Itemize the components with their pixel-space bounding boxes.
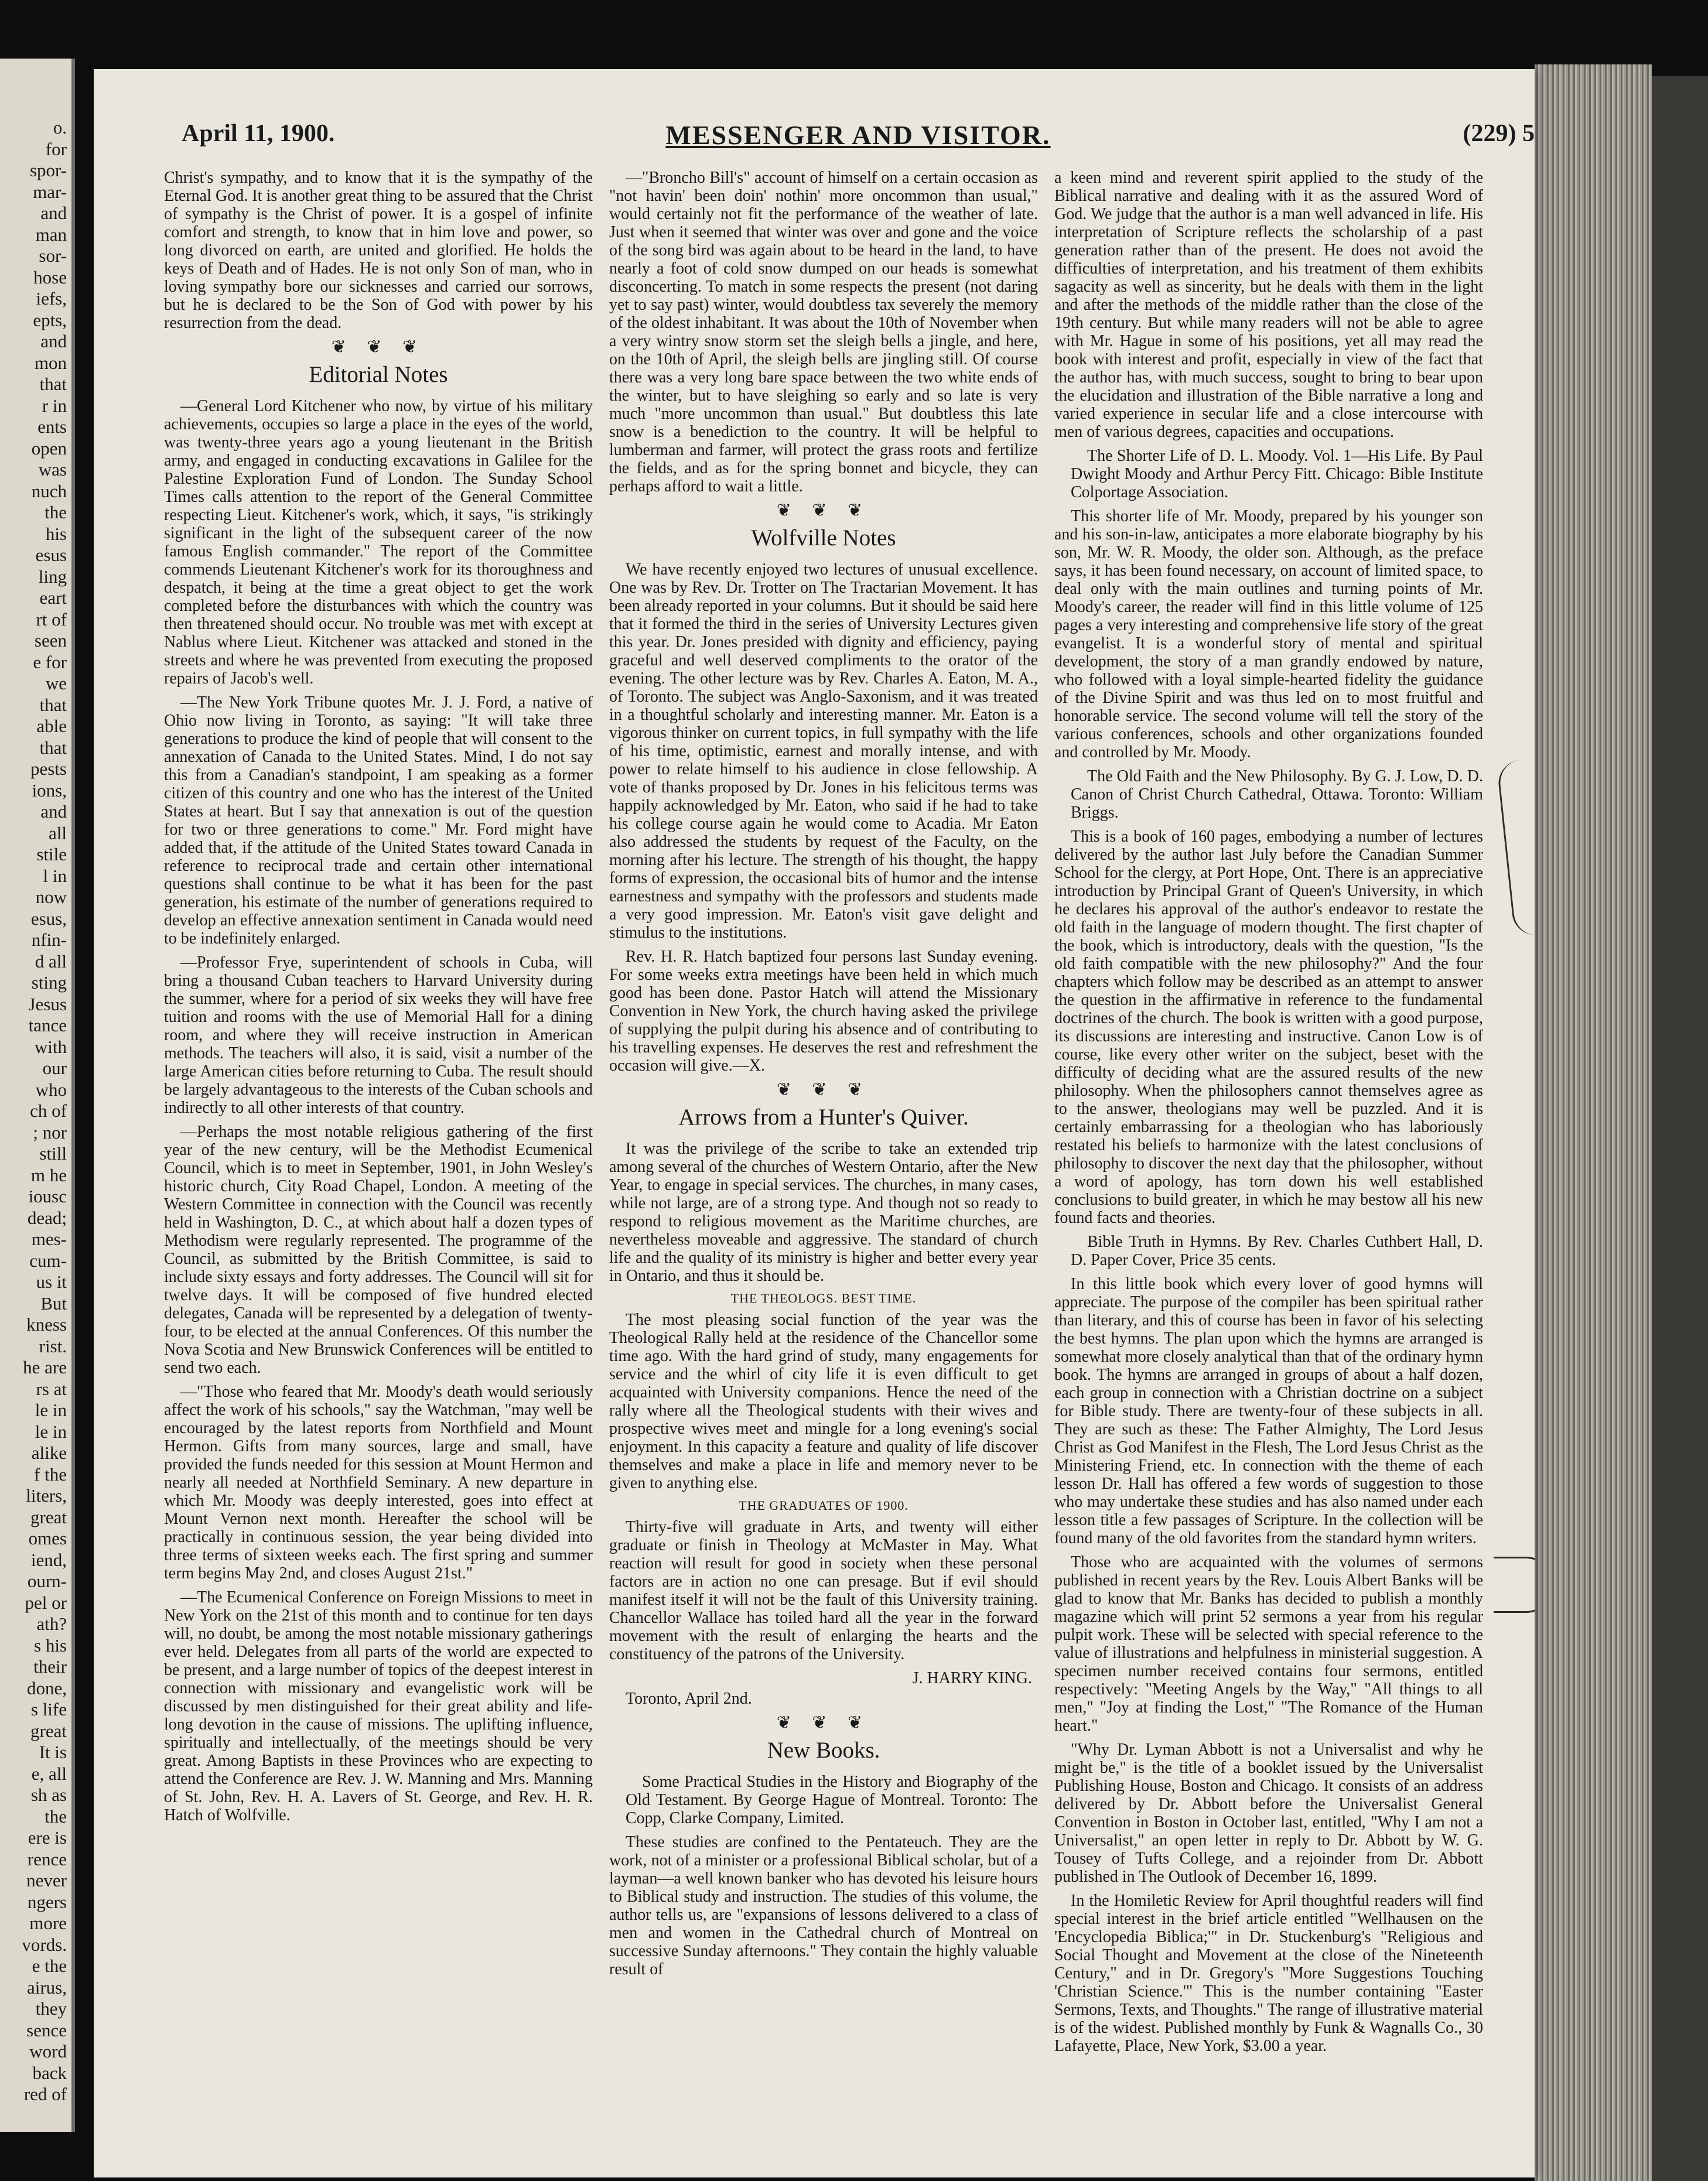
previous-page-text: their [33,1656,67,1677]
arrows-theologs: The most pleasing social function of the year was the Theological Rally held at the residence of the Chancellor some time ago. With the hard grind of study, many engagements for service and the whirl of city life it is even difficult to get acquainted with University companions. Hence the need of the rally where all the Theological students with their wives and prospective wives meet and mingle for a long evening's social enjoyment. In this capacity a feature and quality of life discover themselves and make a place in life and memory never to be given to anything else. [609,1311,1038,1492]
book-title-low: The Old Faith and the New Philosophy. By G. J. Low, D. D. Canon of Christ Church Cathedral, Ottawa. Toronto: William Briggs. [1071,767,1483,822]
previous-page-text: s his [34,1635,67,1656]
column-3 [1054,169,1483,2061]
previous-page-text: rt of [36,609,67,630]
previous-page-text: mes- [31,1229,67,1249]
previous-page-text: esus [35,545,67,565]
arrows-intro: It was the privilege of the scribe to take an extended trip among several of the churches of Western Ontario, after the New Year, to engage in special services. The churches, in many cases, while not large, are of a strong type. And though not so ready to respond to religious movement as the Maritime churches, are nevertheless moveable and aggressive. The standard of church life and the quality of its ministry is higher and better every year in Ontario, and thus it should be. [609,1140,1038,1285]
previous-page-text: ch of [30,1100,67,1121]
previous-page-text: great [30,1506,67,1527]
previous-page-text: that [39,694,67,715]
previous-page-text: rs at [36,1378,67,1399]
ornament: ❦ ❦ ❦ [331,337,426,357]
note-cuban-teachers: —Professor Frye, superintendent of schools in Cuba, will bring a thousand Cuban teachers to Harvard University during the summer, where for a period of six weeks they will have free tuition and rooms with the use of Memorial Hall for a dining room, and where they will receive instruction in American methods. The teachers will also, it is said, visit a number of the large American cities before returning to Cuba. The result should be largely advantageous to the interests of the Cuban schools and indirectly to all other interests of that country. [164,953,593,1117]
previous-page-text: ere is [28,1827,67,1848]
note-ecumenical-conference: —The Ecumenical Conference on Foreign Missions to meet in New York on the 21st of this month and to continue for ten days will, no doubt, be among the most notable missionary gatherings ever held. Delegates from all parts of the world are expected to be present, and a large number of topics of the deepest interest in connection with missionary and evangelistic work will be discussed by men distinguished for their great ability and life-long devotion in the cause of missions. The uplifting influence, spiritually and intellectually, of the meetings should be very great. Among Baptists in these Provinces who are expecting to attend the Conference are Rev. J. W. Manning and Mrs. Manning of St. John, Rev. H. A. Lavers of St. George, and Rev. H. R. Hatch of Wolfville. [164,1588,593,1824]
previous-page-text: never [26,1870,67,1891]
previous-page-text: d all [35,951,67,972]
previous-page-text: tance [28,1015,67,1035]
masthead: MESSENGER AND VISITOR. [665,120,1051,150]
previous-page-text: and [40,203,67,223]
previous-page-text: red of [23,2084,67,2104]
previous-page-text: esus, [30,908,67,929]
previous-page-text: o. [53,117,67,138]
subheading-graduates: THE GRADUATES OF 1900. [739,1498,908,1513]
previous-page-text: kness [26,1314,67,1335]
previous-page-text: he are [23,1357,67,1377]
ornament: ❦ ❦ ❦ [776,1713,871,1732]
section-heading-new-books: New Books. [767,1738,880,1763]
previous-page-text: all [49,822,67,843]
review-moody: This shorter life of Mr. Moody, prepared by his younger son and his son-in-law, anticipates a more elaborate biography by his son, Mr. W. R. Moody, the older son. Although, as the preface says, it has been found necessary, on account of limited space, to deal only with the main outlines and turning points of Mr. Moody's career, the reader will find in this little volume of 125 pages a very interesting and comprehensive life story of the great evangelist. It is a wonderful story of mental and spiritual development, the story of a man grandly endowed by nature, who followed with a loyal simple-hearted fidelity the guidance of the Divine Spirit and was thus led on to most fruitful and honorable service. The second volume will tell the story of the various conferences, schools and other organizations founded and controlled by Mr. Moody. [1054,507,1483,761]
previous-page-text: ions, [32,780,67,801]
previous-page-text: iefs, [36,288,67,309]
page-stack-edge [1535,64,1652,2181]
previous-page-text: mon [34,352,67,373]
previous-page-text: pel or [25,1592,67,1613]
newspaper-page [94,69,1535,2177]
arrows-graduates: Thirty-five will graduate in Arts, and twenty will either graduate or finish in Theology at McMaster in May. What reaction will result for good in society when these personal factors are in action no one can presage. But if evil should manifest itself it will not be the fault of this University training. Chancellor Wallace has toiled hard all the year in the forward movement with the result of enlarging the hearts and the constituency of the patrons of the University. [609,1518,1038,1663]
previous-page-text: mar- [33,181,67,202]
ornament: ❦ ❦ ❦ [776,1080,871,1099]
section-heading-editorial-notes: Editorial Notes [309,362,448,387]
issue-date: April 11, 1900. [182,120,335,147]
previous-page-text: rist. [39,1335,67,1356]
previous-page-text: ; nor [33,1122,67,1143]
previous-page-text: sh as [30,1785,67,1805]
previous-page-text: dead; [27,1207,67,1228]
note-banks: Those who are acquainted with the volumes of sermons published in recent years by the Rev. Louis Albert Banks will be glad to know that Mr. Banks has decided to publish a monthly magazine which will print 52 sermons a year from his regular pulpit work. These will be selected with special reference to the value of illustrations and helpfulness in ministerial suggestion. A specimen number received contains four sermons, entitled respectively: "Meeting Angels by the Way," "All things to all men," "Joy at finding the Lost," "The Romance of the Human heart." [1054,1553,1483,1735]
previous-page-text: Jesus [28,993,67,1014]
previous-page-text: and [40,801,67,822]
subheading-theologs: THE THEOLOGS. BEST TIME. [730,1291,917,1305]
note-abbott: "Why Dr. Lyman Abbott is not a Universalist and why he might be," is the title of a booklet issued by the Universalist Publishing House, Boston and Chicago. It consists of an address delivered by Dr. Abbott before the Universalist General Convention in Boston in October last, entitled, "Why I am not a Universalist," an open letter in reply to Dr. Abbott by W. G. Tousey of Tufts College, and a rejoinder from Dr. Abbott published in The Outlook of December 16, 1899. [1054,1741,1483,1886]
book-cover-edge [1652,76,1708,2181]
previous-page-text: stile [36,844,67,864]
column-1 [164,169,593,1830]
previous-page-text: was [38,459,67,480]
column-2 [609,169,1038,1984]
previous-page-text: nuch [31,480,67,501]
previous-page-text: sting [31,972,67,993]
previous-page-text: open [31,437,67,459]
previous-page-text: e for [33,651,67,672]
previous-page-text: ourn- [27,1571,67,1591]
page-number: (229) 5 [1463,120,1535,147]
previous-page-text: cum- [29,1250,67,1271]
previous-page-text: vords. [22,1934,67,1955]
previous-page-fragment [0,59,75,2132]
book-title-moody: The Shorter Life of D. L. Moody. Vol. 1—His Life. By Paul Dwight Moody and Arthur Percy Fitt. Chicago: Bible Institute Colportage Association. [1071,447,1483,501]
previous-page-text: more [29,1913,67,1933]
previous-page-text: who [35,1079,67,1100]
previous-page-text: e, all [31,1763,67,1784]
previous-page-text: us it [36,1271,67,1292]
section-heading-wolfville-notes: Wolfville Notes [751,525,896,551]
previous-page-text: r in [42,395,67,416]
note-annexation: —The New York Tribune quotes Mr. J. J. Ford, a native of Ohio now living in Toronto, as saying: "It will take three generations to produce the kind of people that will consent to the annexation of Canada to the United States. Mind, I do not say this from a Canadian's standpoint, I am speaking as a former citizen of this country and one who has the interest of the United States at heart. But I say that annexation is out of the question for two or three generations to come." Mr. Ford might have added that, if the attitude of the United States toward Canada in reference to reciprocal trade and certain other international questions shall continue to be what it has been for the past generation, his estimate of the number of generations required to develop an effective annexation sentiment in Canada would need to be indefinitely enlarged. [164,693,593,948]
previous-page-text: now [35,887,67,907]
book-title-hague: Some Practical Studies in the History and Biography of the Old Testament. By George Hague of Montreal. Toronto: The Copp, Clarke Company, Limited. [626,1773,1038,1827]
previous-page-text: l in [43,865,67,886]
previous-page-text: iend, [30,1549,67,1570]
wolfville-lectures: We have recently enjoyed two lectures of unusual excellence. One was by Rev. Dr. Trotter on The Tractarian Movement. It has been already reported in your columns. But it should be said here that it formed the third in the series of University Lectures given this year. Dr. Jones presided with dignity and efficiency, paying graceful and well deserved compliments to the orator of the evening. The other lecture was by Rev. Charles A. Eaton, M. A., of Toronto. The subject was Anglo-Saxonism, and it was treated in a thoughtful scholarly and interesting manner. Mr. Eaton is a vigorous thinker on current topics, in full sympathy with the life of his time, optimistic, earnest and morally intense, and with power to relate himself to his audience in close fellowship. A vote of thanks proposed by Dr. Jones in his felicitous terms was happily acknowledged by Mr. Eaton, who said if he had to take his college course again he would come to Acadia. Mr Eaton also addressed the students by request of the Faculty, on the morning after his lecture. The strength of his thought, the happy forms of expression, the occasional bits of humor and the intense earnestness and sympathy with the professors and students made a very good impression. Mr. Eaton's visit gave delight and stimulus to the institutions. [609,560,1038,942]
previous-page-text: spor- [29,160,67,180]
previous-page-text: epts, [33,309,67,330]
page-header [182,119,1535,160]
review-hague-continued: a keen mind and reverent spirit applied to the study of the Biblical narrative and dealing with it as the assured Word of God. We judge that the author is a man well advanced in life. His interpretation of Scripture reflects the scholarship of a past generation rather than of the present. He does not avoid the difficulties of interpretation, and his treatment of them exhibits sagacity as well as sincerity, but he deals with them in the light and after the methods of the middle rather than the close of the 19th century. But while many readers will not be able to agree with Mr. Hague in some of his positions, yet all may read the book with interest and profit, especially in view of the fact that the author has, with much success, sought to bring to bear upon the elucidation and illustration of the Bible narrative a long and varied experience in secular life and a close intercourse with men of various degrees, capacities and occupations. [1054,169,1483,441]
previous-page-text: e the [32,1956,67,1976]
note-moody-schools: —"Those who feared that Mr. Moody's death would seriously affect the work of his schools," say the Watchman, "may well be encouraged by the latest reports from Northfield and Mount Hermon. Gifts from many sources, large and small, have provided the funds needed for this session at Mount Hermon and nearly all needed at Northfield Seminary. A new departure in which Mr. Moody was deeply interested, goes into effect at Mount Vernon next month. Hereafter the school will be practically in continuous session, the year being divided into three terms of sixteen weeks each. The first spring and summer term begins May 2nd, and closes August 21st." [164,1383,593,1582]
wolfville-hatch: Rev. H. R. Hatch baptized four persons last Sunday evening. For some weeks extra meetings have been held in which much good has been done. Pastor Hatch will attend the Missionary Convention in New York, the church having asked the privilege of supplying the pulpit during his absence and of contributing to his travelling expenses. He deserves the rest and refreshment the occasion will give.—X. [609,948,1038,1075]
previous-page-text: with [34,1036,67,1057]
review-hall: In this little book which every lover of good hymns will appreciate. The purpose of the compiler has been spiritual rather than literary, and this of course has been in favor of his selecting the best hymns. The plan upon which the hymns are arranged is somewhat more closely analytical than that of the ordinary hymn book. The hymns are arranged in groups of about a half dozen, each group in connection with a Christian doctrine on a subject for Bible study. There are twenty-four of these subjects in all. They are such as these: The Father Almighty, The Lord Jesus Christ as God Manifest in the Flesh, The Lord Jesus Christ as the Ministering Friend, etc. In connection with the theme of each lesson Dr. Hall has offered a few words of suggestion to those who may undertake these studies and has also named under each lesson title a few passages of Scripture. In the collection will be found many of the old favorites from the standard hymn writers. [1054,1275,1483,1547]
previous-page-text: liters, [26,1485,67,1506]
previous-page-text: ents [37,416,67,437]
previous-page-text: rence [27,1848,67,1869]
previous-page-text: his [45,523,67,544]
previous-page-text: s life [30,1699,67,1719]
continued-paragraph: Christ's sympathy, and to know that it is the sympathy of the Eternal God. It is another great thing to be assured that the Christ of sympathy is the Christ of power. It is a gospel of infinite comfort and strength, to know that in him love and power, so long divorced on earth, are united and glorified. He holds the keys of Death and of Hades. He is not only Son of man, who in loving sympathy bore our sicknesses and carried our sorrows, but he is declared to be the Son of God with power by his resurrection from the dead. [164,169,593,332]
previous-page-text: able [36,716,67,736]
previous-page-text: nfin- [31,929,67,950]
previous-page-text: It is [39,1742,67,1762]
note-kitchener: —General Lord Kitchener who now, by virtue of his military achievements, occupies so large a place in the eyes of the world, was twenty-three years ago a young lieutenant in the British army, and engaged in conducting excavations in Galilee for the Palestine Exploration Fund of London. The Sunday School Times calls attention to the report of the General Committee respecting Lieut. Kitchener's work, which, it says, "is strikingly significant in the light of the subsequent career of the now famous English commander." The report of the Committee commends Lieutenant Kitchener's work for its thoroughness and despatch, it being at the time a great object to get the work completed before the disturbances with which the country was then threatened should occur. No trouble was met with except at Nablus where Lieut. Kitchener was attacked and stoned in the streets and where he was prevented from executing the proposed repairs of Jacob's well. [164,397,593,688]
book-title-hall: Bible Truth in Hymns. By Rev. Charles Cuthbert Hall, D. D. Paper Cover, Price 35 cents. [1071,1233,1483,1269]
previous-page-text: and [40,331,67,351]
note-methodist-council: —Perhaps the most notable religious gathering of the first year of the new century, will be the Methodist Ecumenical Council, which is to meet in September, 1901, in John Wesley's historic church, City Road Chapel, London. A meeting of the Western Committee in connection with the Council was recently held in Washington, D. C., at which about half a dozen types of Methodism were regularly represented. The programme of the Council, as submitted by the British Committee, is said to include sixty essays and forty addresses. The Council will sit for twelve days. It will be composed of five hundred elected delegates, Canada will be represented by a delegation of twenty-four, to be elected at the annual Conferences. Of this number the Nova Scotia and New Brunswick Conferences will be entitled to send two each. [164,1123,593,1377]
previous-page-text: our [42,1058,67,1078]
pencil-circle-mark [1494,1557,1535,1613]
previous-page-text: le in [35,1421,67,1442]
previous-page-text: done, [26,1677,67,1698]
previous-page-text: for [45,138,67,159]
pencil-margin-mark [1496,759,1535,938]
previous-page-text: ngers [27,1891,67,1912]
previous-page-text: sor- [39,245,67,266]
previous-page-text: sence [26,2019,67,2040]
previous-page-text: back [32,2062,67,2083]
previous-page-text: word [29,2041,67,2062]
previous-page-text: we [45,673,67,693]
previous-page-text: hose [33,266,67,288]
previous-page-text: f the [34,1464,67,1485]
note-broncho-bill: —"Broncho Bill's" account of himself on a certain occasion as "not havin' been doin' nothin' more oncommon than usual," would certainly not fit the performance of the weather of late. Just when it seemed that winter was over and gone and the voice of the song bird was again about to be heard in the land, to have nearly a foot of cold snow dumped on our heads is somewhat disconcerting. To match in some respects the present (not daring yet to say past) winter, would doubtless tax severely the memory of the oldest inhabitant. It was about the 10th of November when a very wintry snow storm set the sleigh bells a jingle, and here, on the 10th of April, the sleigh bells are jingling still. Of course there was a very long bare space between the two white ends of the winter, but to have sleighing so early and so late is very much "more uncommon than usual." But doubtless this late snow is a benediction to the country. It will be helpful to lumberman and farmer, will protect the grass roots and fertilize the fields, and as for the spring bonnet and bicycle, they can perhaps afford to wait a little. [609,169,1038,495]
signature: J. HARRY KING. [912,1669,1032,1687]
previous-page-text: great [30,1720,67,1741]
ornament: ❦ ❦ ❦ [776,501,871,520]
previous-page-text: that [39,374,67,394]
review-hague: These studies are confined to the Pentateuch. They are the work, not of a minister or a professional Biblical scholar, but of a layman—a well known banker who has devoted his leisure hours to Biblical study and instruction. The studies of this volume, the author tells us, are "expansions of lessons delivered to a class of men and women in the Cathedral church of Montreal on successive Sunday afternoons." They contain the highly valuable result of [609,1833,1038,1978]
previous-page-text: the [45,1806,67,1827]
review-low: This is a book of 160 pages, embodying a number of lectures delivered by the author last July before the Canadian Summer School for the clergy, at Port Hope, Ont. There is an appreciative introduction by Principal Grant of Queen's University, in which he declares his approval of the author's endeavor to restate the old faith in the language of modern thought. The first chapter of the book, which is introductory, deals with the question, "Is the old faith compatible with the new philosophy?" And the four chapters which follow may be described as an attempt to answer the question in the affirmative in reference to the fundamental doctrines of the church. The book is written with a good purpose, its discussions are interesting and instructive. Canon Low is of course, like every other writer on the subject, beset with the difficulty of deciding what are the assured results of the new philosophy. When the philosophers cannot themselves agree as to the answer, theologians may well be puzzled. And it is certainly embarrassing for a theologian who has laboriously restated his beliefs to harmonize with the latest conclusions of philosophy to discover the next day that the philosopher, without a word of apology, has torn down his well established conclusions to build greater, in which he may bestow all his new found facts and theories. [1054,828,1483,1227]
previous-page-text: le in [35,1400,67,1420]
previous-page-text: they [35,1998,67,2019]
previous-page-text: ling [38,566,67,587]
note-homiletic-review: In the Homiletic Review for April thoughtful readers will find special interest in the brief article entitled "Wellhausen on the 'Encyclopedia Biblica;'" in Dr. Stuckenburg's "Religious and Social Thought and Movement at the close of the Nineteenth Century," and in Dr. Gregory's "More Suggestions Touching 'Christian Science.'" This is the number containing "Easter Sermons, Texts, and Thoughts." The range of illustrative material is of the widest. Published monthly by Funk & Wagnalls Co., 30 Lafayette, Place, New York, $3.00 a year. [1054,1892,1483,2055]
previous-page-text: But [40,1293,67,1314]
previous-page-text: eart [39,587,67,608]
previous-page-text: that [39,737,67,758]
previous-page-text: seen [34,630,67,651]
previous-page-text: m he [30,1164,67,1185]
previous-page-text: omes [28,1528,67,1548]
section-heading-arrows: Arrows from a Hunter's Quiver. [678,1105,969,1130]
previous-page-text: ath? [36,1613,67,1634]
previous-page-text: iousc [28,1186,67,1206]
previous-page-text: still [39,1143,67,1164]
previous-page-text: airus, [26,1977,67,1998]
previous-page-text: the [45,502,67,522]
previous-page-text: alike [31,1442,67,1463]
previous-page-text: pests [30,758,67,779]
dateline: Toronto, April 2nd. [626,1690,752,1708]
previous-page-text: man [35,224,67,245]
